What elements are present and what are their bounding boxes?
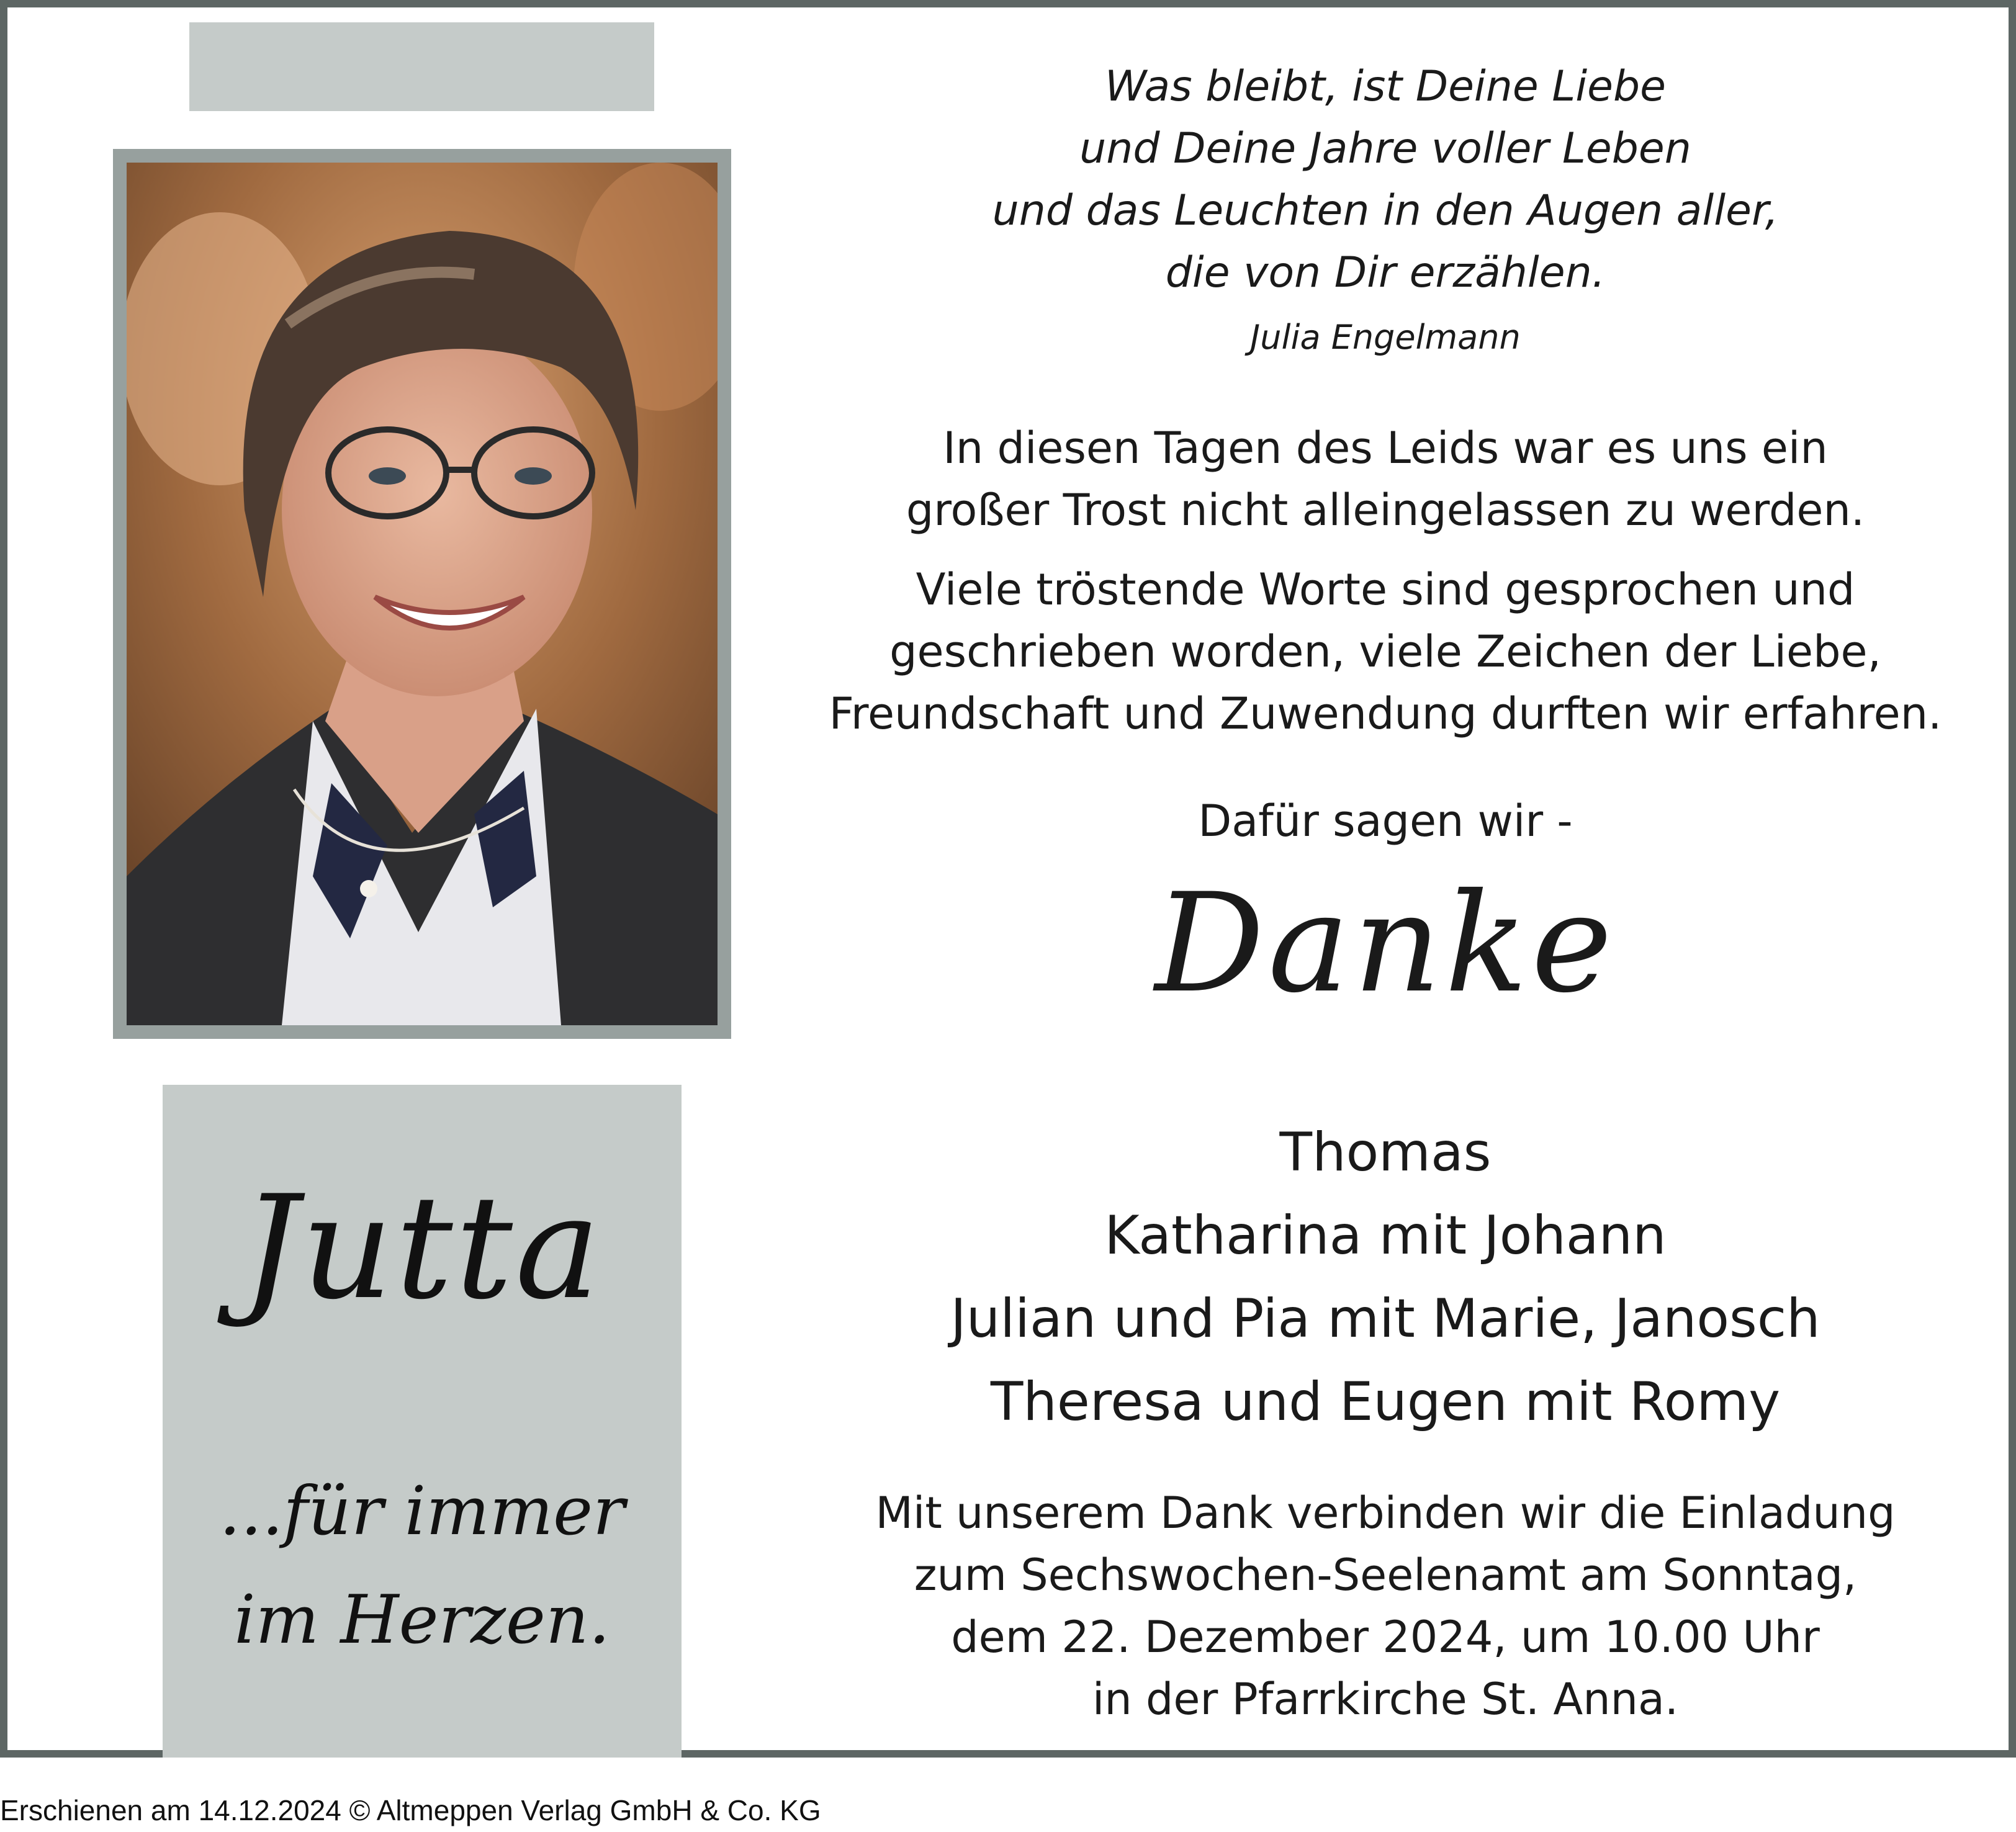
poem-line: Was bleibt, ist Deine Liebe — [1105, 62, 1666, 111]
message-paragraph-1 — [752, 417, 2016, 541]
family-name: Katharina mit Johann — [1104, 1205, 1667, 1267]
message-line: Viele tröstende Worte sind gesprochen und — [916, 564, 1855, 615]
poem-author: Julia Engelmann — [1250, 318, 1521, 357]
invitation-line: Mit unserem Dank verbinden wir die Einladung — [875, 1488, 1896, 1538]
poem-line: die von Dir erzählen. — [1165, 248, 1606, 297]
portrait-photo — [127, 163, 718, 1025]
family-name: Julian und Pia mit Marie, Janosch — [950, 1288, 1820, 1350]
publication-footer: Erschienen am 14.12.2024 © Altmeppen Verlag GmbH & Co. KG — [0, 1794, 821, 1826]
message-line: Freundschaft und Zuwendung durften wir erfahren. — [829, 688, 1942, 739]
deceased-name: Jutta — [241, 1165, 603, 1331]
decorative-tab — [189, 22, 654, 111]
poem — [752, 56, 2016, 304]
poem-line: und Deine Jahre voller Leben — [1079, 124, 1691, 173]
family-name: Theresa und Eugen mit Romy — [990, 1371, 1781, 1433]
message-paragraph-2 — [752, 559, 2016, 745]
message-line: großer Trost nicht alleingelassen zu werden. — [906, 485, 1865, 536]
message-line: In diesen Tagen des Leids war es uns ein — [943, 423, 1828, 474]
poem-line: und das Leuchten in den Augen aller, — [992, 186, 1779, 235]
thanks-heading: Danke — [1154, 864, 1616, 1023]
invitation-line: dem 22. Dezember 2024, um 10.00 Uhr — [951, 1612, 1820, 1663]
portrait-image — [127, 163, 718, 1025]
family-name: Thomas — [1279, 1121, 1492, 1183]
portrait-frame — [113, 149, 731, 1039]
invitation — [752, 1482, 2016, 1730]
invitation-line: in der Pfarrkirche St. Anna. — [1092, 1674, 1679, 1725]
name-panel — [163, 1085, 682, 1758]
family-names — [752, 1111, 2016, 1444]
message-line: geschrieben worden, viele Zeichen der Liebe, — [889, 626, 1881, 677]
invitation-line: zum Sechswochen-Seelenamt am Sonntag, — [914, 1550, 1857, 1601]
thanks-intro: Dafür sagen wir - — [1198, 796, 1573, 846]
motto-line: im Herzen. — [234, 1581, 610, 1659]
motto-line: ...für immer — [219, 1473, 625, 1550]
motto — [163, 1457, 682, 1674]
